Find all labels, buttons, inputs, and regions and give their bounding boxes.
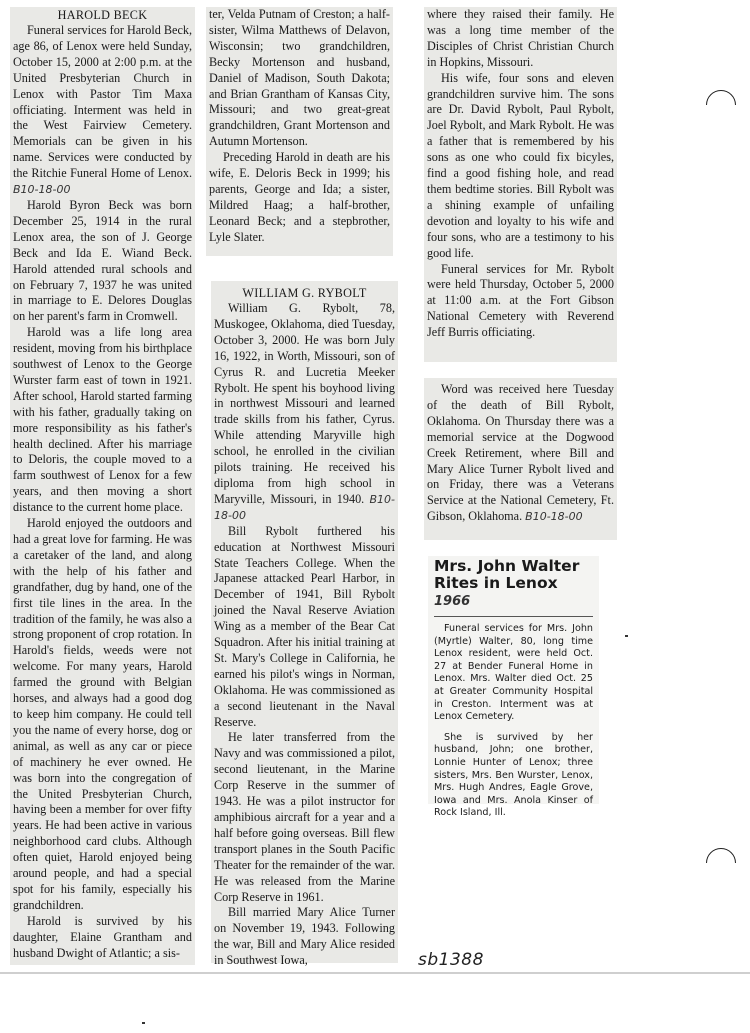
paragraph: Harold was a life long area resident, moving from his birthplace southwest of Lenox to the George Wurster farm east of town in 1921. After school, Harold started farming with his father, gradually taking on more responsibility as his father's health declined. After his marriage to Deloris, the couple moved to a farm southwest of Lenox for a few years, and then moving a short distance to the current home place. — [13, 325, 192, 515]
harold-beck-clipping — [10, 7, 195, 965]
paragraph: His wife, four sons and eleven grandchildren survive him. The sons are Dr. David Rybolt, Paul Rybolt, Joel Rybolt, and Mark Rybolt. He was a father that is remembered by his sons as one who could fix bicyles, find a good fishing hole, and read them bedtime stories. Bill Rybolt was a shining example of unfailing devotion and loyalty to his wife and four sons, who are a testimony to his good life. — [427, 70, 614, 260]
paragraph: Funeral services for Mr. Rybolt were held Thursday, October 5, 2000 at 11:00 a.m. at the Fort Gibson National Cemetery with Reverend Jeff Burris officiating. — [427, 261, 614, 340]
paragraph: William G. Rybolt, 78, Muskogee, Oklahoma, died Tuesday, October 3, 2000. He was born July 16, 1922, in Worth, Missouri, son of Cyrus R. and Lucretia Meeker Rybolt. He spent his boyhood living in northwest Missouri and learned trade skills from his father, Cyrus. While attending Maryville high school, he enrolled in the civilian pilots training. He received his diploma from high school in Maryville, Missouri, in 1940. B10-18-00 — [214, 301, 396, 522]
paragraph: Funeral services for Mrs. John (Myrtle) Walter, 80, long time Lenox resident, were held Oct. 27 at Bender Funeral Home in Lenox. Mrs. Walter died Oct. 25 at Greater Community Hospital in Creston. Interment was at Lenox Cemetery. — [434, 623, 593, 723]
page-edge — [0, 972, 750, 974]
paragraph: Harold enjoyed the outdoors and had a great love for farming. He was a caretaker of the land, and along with the help of his father and grandfather, dug by hand, one of the first tile lines in the area. In the tradition of the family, he was also a strong proponent of crop rotation. In Harold's fields, weeds were not welcome. For many years, Harold farmed the ground with Belgian horses, and always had a good dog to keep him company. He could tell you the name of every horse, dog or animal, as well as any car or piece of machinery he ever owned. He was born into the congregation of the United Presbyterian Church, having been a member for over fifty years. He had been active in various neighborhood card clubs. Although often quiet, Harold enjoyed being around people, and had a special spot for his family, especially his grandchildren. — [13, 516, 192, 912]
paragraph: ter, Velda Putnam of Creston; a half-sister, Wilma Matthews of Delavon, Wisconsin; two grandchildren, Becky Mortenson and husband, Daniel of Madison, South Dakota; and Brian Grantham of Kansas City, Missouri; and two great-great grandchildren, Grant Mortenson and Autumn Mortenson. — [209, 7, 390, 149]
rybolt-notice — [424, 378, 617, 540]
paragraph: Preceding Harold in death are his wife, E. Deloris Beck in 1999; his parents, George and Ida; a sister, Mildred Haag; a half-brother, Leonard Beck; and a stepbrother, Lyle Slater. — [209, 150, 390, 244]
obituary-title: WILLIAM G. RYBOLT — [242, 286, 367, 300]
paragraph: Word was received here Tuesday of the death of Bill Rybolt, Oklahoma. On Thursday there was a memorial service at the Dogwood Creek Retirement, where Bill and Mary Alice Turner Rybolt lived and on Friday, there was a Veterans Service at the National Cemetery, Ft. Gibson, Oklahoma. B10-18-00 — [427, 382, 614, 524]
obituary-title: HAROLD BECK — [57, 8, 148, 22]
paragraph: Bill married Mary Alice Turner on November 19, 1943. Following the war, Bill and Mary Alice resided in Southwest Iowa, — [214, 905, 395, 968]
harold-beck-continued — [206, 7, 393, 256]
handwritten-date: B10-18-00 — [214, 492, 396, 522]
headline: Mrs. John Walter Rites in Lenox 1966 — [434, 557, 580, 609]
paragraph: Harold is survived by his daughter, Elaine Grantham and husband Dwight of Atlantic; a sis- — [13, 913, 192, 960]
handwritten-date: B10-18-00 — [525, 510, 583, 524]
walter-clipping — [428, 556, 599, 819]
paragraph: Bill Rybolt furthered his education at Northwest Missouri State Teachers College. When the Japanese attacked Pearl Harbor, in December of 1941, Bill Rybolt joined the Naval Reserve Aviation Wing as a member of the Bear Cat Squadron. After his initial training at St. Mary's College in California, he earned his pilot's wings in Norman, Oklahoma. He was commissioned as a second lieutenant in the Naval Reserve. — [214, 523, 395, 729]
binder-hole — [706, 90, 736, 120]
rybolt-continued — [424, 7, 617, 362]
paragraph: Funeral services for Harold Beck, age 86, of Lenox were held Sunday, October 15, 2000 at 2:00 p.m. at the United Presbyterian Church in Lenox with Pastor Tim Maxa officiating. Interment was held in the West Fairview Cemetery. Memorials can be given in his name. Services were conducted by the Ritchie Funeral Home of Lenox. B10-18-00 — [13, 23, 192, 197]
paragraph: Harold Byron Beck was born December 25, 1914 in the rural Lenox area, the son of J. George Beck and Ida E. Wiand Beck. Harold attended rural schools and on February 7, 1937 he was united in marriage to E. Delores Douglas on her parent's farm in Cromwell. — [13, 197, 192, 324]
handwritten-year: 1966 — [434, 594, 471, 609]
speck — [625, 635, 628, 637]
article-body — [434, 616, 593, 820]
paragraph: He later transferred from the Navy and was commissioned a pilot, second lieutenant, in the Marine Corp Reserve in the summer of 1943. He was a pilot instructor for amphibious aircraft for a year and a half before going overseas. Bill flew transport planes in the South Pacific Theater for the remainder of the war. He was released from the Marine Corp Reserve in 1961. — [214, 730, 395, 904]
rybolt-clipping — [211, 281, 398, 968]
binder-hole — [706, 848, 736, 878]
paragraph: where they raised their family. He was a long time member of the Disciples of Christ Christian Church in Hopkins, Missouri. — [427, 7, 614, 69]
paragraph: She is survived by her husband, John; one brother, Lonnie Hunter of Lenox; three sisters, Mrs. Ben Wurster, Lenox, Mrs. Hugh Andres, Eagle Grove, Iowa and Mrs. Anola Kinser of Rock Island, Ill. — [434, 731, 593, 819]
handwritten-date: B10-18-00 — [13, 183, 71, 197]
speck — [142, 1022, 145, 1024]
catalog-number: sb1388 — [418, 950, 484, 970]
